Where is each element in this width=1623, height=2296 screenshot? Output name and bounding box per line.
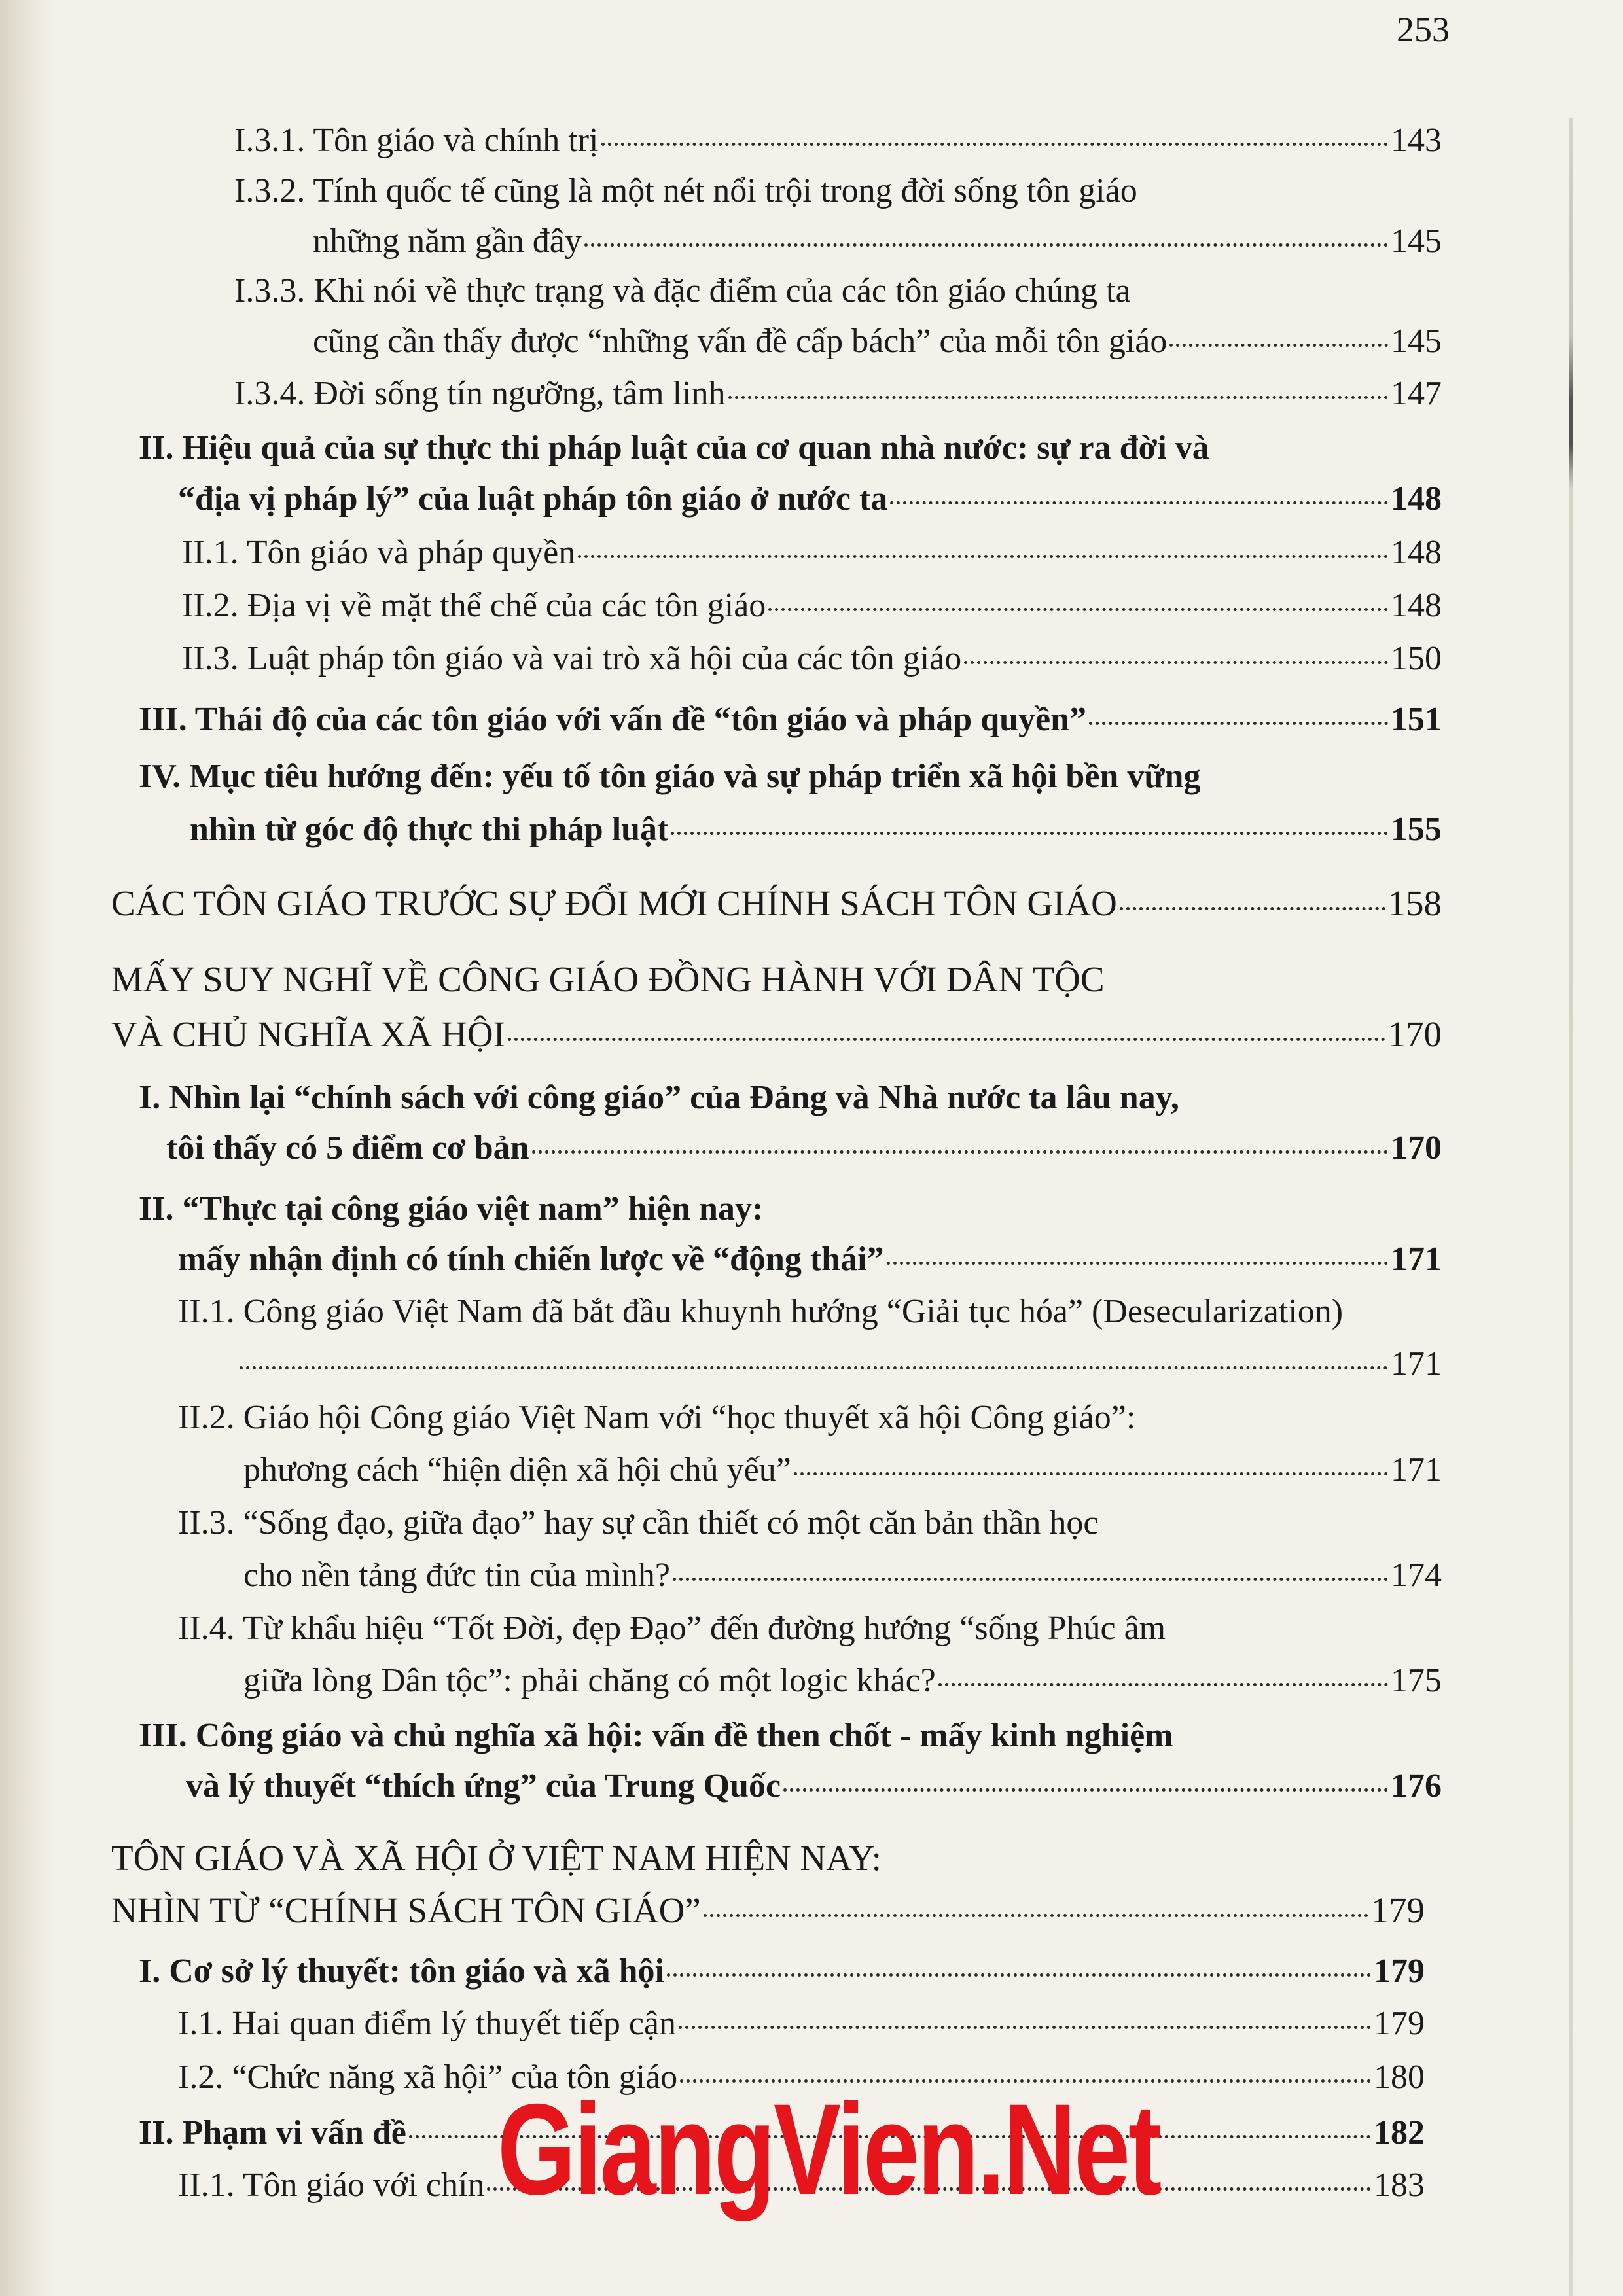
toc-entry <box>178 1395 1135 1441</box>
toc-entry-page: 151 <box>1391 701 1442 738</box>
toc-entry-title: nhìn từ góc độ thực thi pháp luật <box>190 811 669 848</box>
toc-entry-title: những năm gần đây <box>313 222 582 260</box>
toc-entry-page: 180 <box>1374 2058 1425 2096</box>
toc-entry-page: 170 <box>1387 1014 1442 1054</box>
toc-entry <box>178 1606 1166 1651</box>
toc-entry-page: 175 <box>1391 1662 1442 1699</box>
toc-entry-page: 143 <box>1391 122 1442 159</box>
toc-entry-title: I.3.3. Khi nói về thực trạng và đặc điểm của các tôn giáo chúng ta <box>234 272 1131 309</box>
toc-entry-continuation <box>313 319 1442 364</box>
dot-leader <box>578 548 1388 558</box>
toc-entry-page: 182 <box>1374 2114 1425 2151</box>
toc-entry-title: II.1. Tôn giáo với chín <box>178 2166 485 2204</box>
toc-section <box>139 1713 1173 1759</box>
toc-entry-continuation <box>243 1553 1442 1598</box>
toc-entry-page: 158 <box>1387 883 1442 923</box>
dot-leader <box>890 495 1388 504</box>
toc-entry-title: “địa vị pháp lý” của luật pháp tôn giáo ở nước ta <box>178 480 888 518</box>
toc-entry-title: I.3.2. Tính quốc tế cũng là một nét nổi trội trong đời sống tôn giáo <box>234 172 1137 209</box>
toc-entry-title: tôi thấy có 5 điểm cơ bản <box>166 1129 529 1167</box>
toc-entry <box>178 1500 1099 1546</box>
dot-leader <box>728 389 1389 399</box>
toc-entry-page: 179 <box>1374 2005 1425 2042</box>
toc-entry-page: 171 <box>1391 1345 1442 1383</box>
dot-leader <box>1120 900 1385 910</box>
dot-leader <box>671 825 1388 835</box>
toc-entry-continuation <box>243 1447 1442 1493</box>
toc-entry-title: III. Công giáo và chủ nghĩa xã hội: vấn đề then chốt - mấy kinh nghiệm <box>139 1717 1173 1754</box>
toc-entry <box>182 636 1442 682</box>
dot-leader <box>240 1360 1388 1369</box>
toc-entry-page: 148 <box>1391 480 1442 518</box>
toc-entry-title: NHÌN TỪ “CHÍNH SÁCH TÔN GIÁO” <box>111 1890 701 1930</box>
toc-entry <box>182 583 1442 629</box>
toc-entry-page: 170 <box>1391 1129 1442 1167</box>
toc-chapter-continuation <box>111 1012 1442 1057</box>
toc-section-continuation <box>166 1125 1442 1171</box>
toc-section-continuation <box>178 1237 1442 1282</box>
dot-leader <box>938 1676 1388 1686</box>
dot-leader <box>601 136 1389 146</box>
toc-entry <box>234 268 1131 314</box>
toc-section-continuation <box>186 1763 1442 1809</box>
toc-entry-title: II.2. Địa vị về mặt thể chế của các tôn giáo <box>182 587 766 624</box>
dot-leader <box>964 654 1388 664</box>
toc-entry-page: 148 <box>1391 587 1442 624</box>
toc-entry-title: I.3.4. Đời sống tín ngưỡng, tâm linh <box>234 375 726 412</box>
toc-section-continuation <box>190 807 1442 853</box>
toc-entry-title: I.1. Hai quan điểm lý thuyết tiếp cận <box>178 2005 677 2042</box>
toc-entry-title: I. Cơ sở lý thuyết: tôn giáo và xã hội <box>139 1952 664 1990</box>
toc-entry-title: TÔN GIÁO VÀ XÃ HỘI Ở VIỆT NAM HIỆN NAY: <box>111 1838 882 1878</box>
toc-entry-title: VÀ CHỦ NGHĨA XÃ HỘI <box>111 1014 505 1054</box>
toc-entry-page: 183 <box>1374 2166 1425 2204</box>
dot-leader <box>679 2019 1371 2029</box>
dot-leader <box>584 237 1388 247</box>
toc-chapter <box>111 957 1105 1002</box>
toc-entry <box>178 1289 1343 1335</box>
dot-leader <box>1169 337 1388 347</box>
toc-entry-title: II. “Thực tại công giáo việt nam” hiện nay: <box>139 1190 764 1227</box>
toc-entry-title: II.1. Công giáo Việt Nam đã bắt đầu khuynh hướng “Giải tục hóa” (Desecularization) <box>178 1293 1344 1330</box>
toc-entry-title: giữa lòng Dân tộc”: phải chăng có một logic khác? <box>243 1662 936 1699</box>
toc-entry-page: 150 <box>1391 640 1442 677</box>
toc-section <box>139 1949 1425 1994</box>
toc-entry-title: I.3.1. Tôn giáo và chính trị <box>234 122 599 159</box>
dot-leader <box>1089 715 1388 725</box>
page-number: 253 <box>1397 10 1450 49</box>
binding-shadow <box>0 0 52 2296</box>
dot-leader <box>783 1782 1388 1792</box>
toc-entry-page: 147 <box>1391 375 1442 412</box>
watermark: GiangVien.Net <box>497 2077 1160 2221</box>
dot-leader <box>673 1571 1388 1581</box>
toc-section <box>139 425 1209 471</box>
toc-entry-page: 179 <box>1374 1952 1425 1990</box>
toc-entry-title: II.3. Luật pháp tôn giáo và vai trò xã hội của các tôn giáo <box>182 640 962 677</box>
toc-entry <box>234 118 1442 164</box>
toc-entry-page: 145 <box>1391 323 1442 360</box>
toc-entry-title: MẤY SUY NGHĨ VỀ CÔNG GIÁO ĐỒNG HÀNH VỚI DÂN TỘC <box>111 959 1105 999</box>
toc-entry-title: II.2. Giáo hội Công giáo Việt Nam với “học thuyết xã hội Công giáo”: <box>178 1399 1136 1436</box>
toc-entry-title: cũng cần thấy được “những vấn đề cấp bách” của mỗi tôn giáo <box>313 323 1168 360</box>
toc-section <box>139 1186 763 1232</box>
page-edge <box>1569 118 1573 2296</box>
toc-entry-title: và lý thuyết “thích ứng” của Trung Quốc <box>186 1767 781 1805</box>
dot-leader <box>768 601 1388 611</box>
toc-entry-title: I.2. “Chức năng xã hội” của tôn giáo <box>178 2058 678 2096</box>
dot-leader <box>887 1255 1388 1265</box>
dot-leader <box>667 1967 1371 1977</box>
toc-chapter <box>111 1835 882 1881</box>
toc-section <box>139 697 1442 743</box>
toc-entry <box>182 530 1442 576</box>
toc-entry-page: 179 <box>1370 1890 1425 1930</box>
toc-entry-title: CÁC TÔN GIÁO TRƯỚC SỰ ĐỔI MỚI CHÍNH SÁCH TÔN GIÁO <box>111 883 1117 923</box>
toc-entry-page: 174 <box>1391 1557 1442 1594</box>
toc-entry-page: 171 <box>1391 1241 1442 1278</box>
toc-entry-page: 155 <box>1391 811 1442 848</box>
toc-entry-title: II.1. Tôn giáo và pháp quyền <box>182 534 576 571</box>
toc-entry-page: 148 <box>1391 534 1442 571</box>
toc-entry <box>234 371 1442 417</box>
toc-entry <box>178 2001 1425 2047</box>
toc-entry-page: 176 <box>1391 1767 1442 1805</box>
toc-section <box>139 1075 1179 1121</box>
toc-entry-page: 171 <box>1391 1451 1442 1489</box>
toc-entry <box>234 168 1137 214</box>
toc-entry-title: II.4. Từ khẩu hiệu “Tốt Đời, đẹp Đạo” đến đường hướng “sống Phúc âm <box>178 1610 1166 1647</box>
toc-entry-title: II.3. “Sống đạo, giữa đạo” hay sự cần thiết có một căn bản thần học <box>178 1504 1099 1542</box>
dot-leader <box>508 1031 1385 1041</box>
toc-entry-continuation <box>243 1658 1442 1704</box>
toc-entry-title: cho nền tảng đức tin của mình? <box>243 1557 670 1594</box>
toc-entry-title: III. Thái độ của các tôn giáo với vấn đề “tôn giáo và pháp quyền” <box>139 701 1087 738</box>
toc-chapter <box>111 881 1442 927</box>
toc-section <box>139 754 1200 800</box>
toc-entry-continuation <box>313 219 1442 264</box>
dot-leader <box>532 1144 1388 1154</box>
toc-entry-continuation <box>237 1341 1442 1387</box>
toc-entry-title: I. Nhìn lại “chính sách với công giáo” của Đảng và Nhà nước ta lâu nay, <box>139 1079 1179 1116</box>
toc-entry-page: 145 <box>1391 222 1442 260</box>
toc-entry-title: mấy nhận định có tính chiến lược về “động thái” <box>178 1241 884 1278</box>
toc-entry-title: phương cách “hiện diện xã hội chủ yếu” <box>243 1451 791 1489</box>
dot-leader <box>704 1907 1368 1917</box>
toc-entry-title: II. Phạm vi vấn đề <box>139 2114 406 2151</box>
dot-leader <box>794 1466 1388 1475</box>
toc-section-continuation <box>178 476 1442 522</box>
toc-entry-title: IV. Mục tiêu hướng đến: yếu tố tôn giáo và sự pháp triển xã hội bền vững <box>139 758 1201 795</box>
toc-chapter-continuation <box>111 1888 1425 1934</box>
toc-entry-title: II. Hiệu quả của sự thực thi pháp luật của cơ quan nhà nước: sự ra đời và <box>139 429 1209 467</box>
